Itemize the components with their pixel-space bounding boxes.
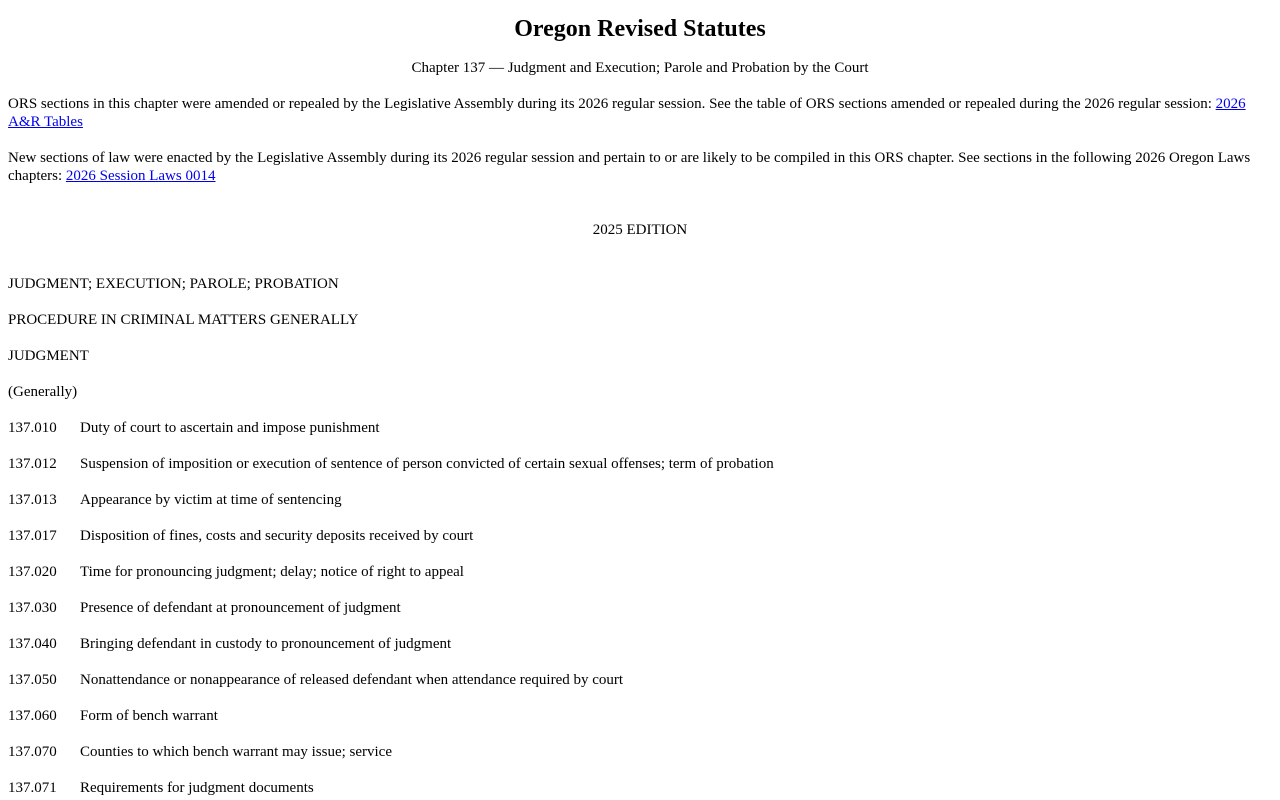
section-title: Appearance by victim at time of sentencing xyxy=(80,492,342,508)
edition-label: 2025 EDITION xyxy=(592,222,688,238)
section-list xyxy=(8,419,1258,800)
section-number: 137.060 xyxy=(8,708,57,724)
new-sections-notice xyxy=(8,149,1258,185)
section-title: Presence of defendant at pronouncement of judgment xyxy=(80,600,401,616)
section-number: 137.010 xyxy=(8,420,57,436)
amended-notice-text: ORS sections in this chapter were amended or repealed by the Legislative Assembly during its 2026 regular session. See the table of ORS sections amended or repealed during the 2026 regular session: xyxy=(8,96,1216,112)
section-number: 137.020 xyxy=(8,564,57,580)
heading-procedure: PROCEDURE IN CRIMINAL MATTERS GENERALLY xyxy=(8,312,359,328)
section-number: 137.070 xyxy=(8,744,57,760)
section-title: Requirements for judgment documents xyxy=(80,780,314,796)
section-row xyxy=(8,671,1258,689)
section-number: 137.040 xyxy=(8,636,57,652)
section-row xyxy=(8,707,1258,725)
new-sections-notice-text: New sections of law were enacted by the Legislative Assembly during its 2026 regular session and pertain to or are likely to be compiled in this ORS chapter. See sections in the following 2026 Oregon Laws chapters: xyxy=(8,150,1251,184)
chapter-heading: Chapter 137 — Judgment and Execution; Parole and Probation by the Court xyxy=(411,60,869,76)
section-row xyxy=(8,527,1258,545)
section-number: 137.012 xyxy=(8,456,57,472)
section-title: Bringing defendant in custody to pronouncement of judgment xyxy=(80,636,452,652)
section-number: 137.013 xyxy=(8,492,57,508)
section-row xyxy=(8,491,1258,509)
section-row xyxy=(8,419,1258,437)
section-row xyxy=(8,599,1258,617)
section-row xyxy=(8,635,1258,653)
heading-generally: (Generally) xyxy=(8,384,78,400)
section-row xyxy=(8,779,1258,797)
section-title: Suspension of imposition or execution of sentence of person convicted of certain sexual offenses; term of probation xyxy=(80,456,774,472)
section-row xyxy=(8,455,1258,473)
section-number: 137.071 xyxy=(8,780,57,796)
section-number: 137.030 xyxy=(8,600,57,616)
section-number: 137.050 xyxy=(8,672,57,688)
section-title: Nonattendance or nonappearance of released defendant when attendance required by court xyxy=(80,672,624,688)
amended-notice xyxy=(8,95,1258,131)
ar-tables-link[interactable]: 2026 A&R Tables xyxy=(8,96,1246,130)
section-title: Counties to which bench warrant may issue; service xyxy=(80,744,392,760)
section-row xyxy=(8,743,1258,761)
section-title: Form of bench warrant xyxy=(80,708,218,724)
heading-judgment: JUDGMENT xyxy=(8,348,89,364)
section-row xyxy=(8,563,1258,581)
page-title: Oregon Revised Statutes xyxy=(514,16,766,42)
session-laws-link[interactable]: 2026 Session Laws 0014 xyxy=(65,168,216,184)
section-number: 137.017 xyxy=(8,528,57,544)
section-title: Time for pronouncing judgment; delay; notice of right to appeal xyxy=(80,564,464,580)
section-title: Duty of court to ascertain and impose punishment xyxy=(80,420,380,436)
heading-part: JUDGMENT; EXECUTION; PAROLE; PROBATION xyxy=(8,276,339,292)
section-title: Disposition of fines, costs and security deposits received by court xyxy=(80,528,474,544)
